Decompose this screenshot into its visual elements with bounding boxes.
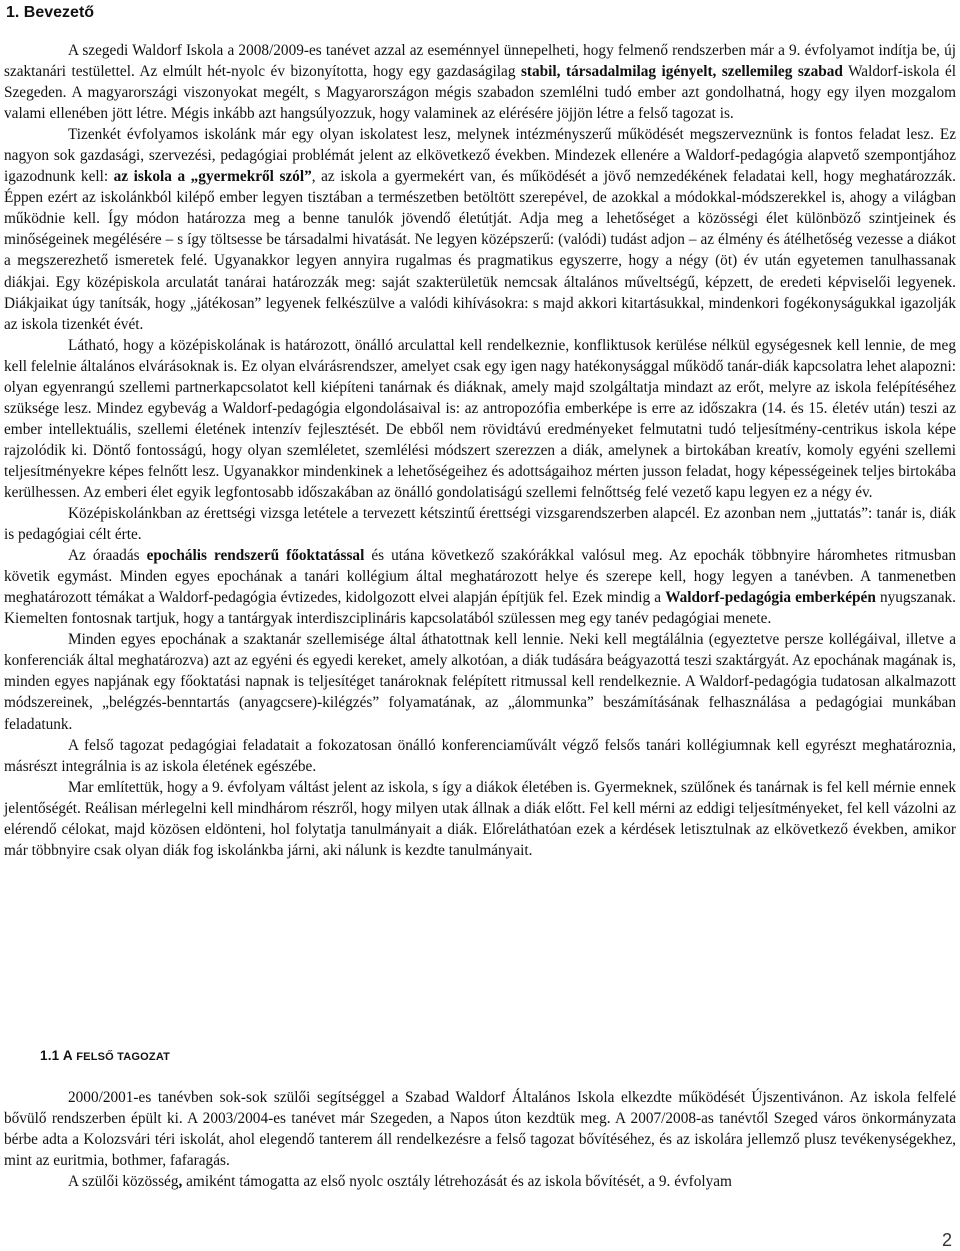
bold-run: ,	[178, 1173, 183, 1191]
section-heading	[40, 1048, 170, 1063]
text-run: amiként támogatta az első nyolc osztály létrehozását és az iskola bővítését, a 9. évfolyam	[182, 1173, 732, 1191]
text-run: Tizenkét évfolyamos iskolánk már egy olyan iskolatest lesz, melynek intézményszerű működését megszerveznünk is fontos feladat lesz. Ez nagyon sok gazdasági, szervezési, pedagógiai problémát jelent az elkövetkező években. Mindezek ellenére a Waldorf-pedagógia alapvető szempontjához igazodnunk kell:	[4, 126, 956, 186]
paragraph	[4, 1171, 956, 1192]
intro-body	[4, 40, 956, 861]
text-run: nyugszanak. Kiemelten fontosnak tartjuk, hogy a tantárgyak interdiszciplináris kapcsolatából szülessen meg egy tanév pedagógiai menete.	[4, 589, 957, 628]
bold-run: stabil, társadalmilag igényelt, szellemileg szabad	[520, 63, 843, 81]
text-run: A szegedi Waldorf Iskola a 2008/2009-es tanévet azzal az eseménnyel ünnepelheti, hogy felmenő rendszerben már a 9. évfolyamot indítja be, új szaktanári testülettel. Az elmúlt hét-nyolc év bizonyította, hogy egy gazdaságilag	[4, 42, 956, 81]
bold-run: az iskola a „gyermekről szól”	[113, 168, 312, 186]
text-run: Waldorf-iskola él Szegeden. A magyarországi viszonyokat megélt, s Magyarországon mégis szabadon szemlélni tudó ember azt gondolhatná, hogy egy ilyen mozgalom valami ellenében jött létre. Mégis inkább azt hangsúlyozzuk, hogy valaminek az elérésére jöjjön létre a felső tagozat is.	[4, 63, 956, 123]
text-run: Középiskolánkban az érettségi vizsga letétele a tervezett kétszintű érettségi vizsgarendszerben alapcél. Ez azonban nem „juttatás”: tanár is, diák is pedagógiai célt érte.	[4, 505, 956, 544]
text-run: A szülői közösség	[68, 1173, 179, 1191]
text-run: Mar említettük, hogy a 9. évfolyam váltást jelent az iskola, s így a diákok életében is. Gyermeknek, szülőnek és tanárnak is fel kell mérnie ennek jelentőségét. Reálisan mérlegelni kell mindhárom részről, hogy milyen utak állnak a diák előtt. Fel kell mérni az eddigi teljesítményeket, fel kell vázolni az elérendő célokat, majd közösen eldönteni, hol folytatja tanulmányait a diák. Előreláthatóan ezek a kérdések letisztulnak az elkövetkező években, amikor már többnyire csak olyan diák fog iskolánkba járni, aki nálunk is kezdte tanulmányait.	[4, 778, 956, 859]
paragraph	[4, 124, 956, 334]
chapter-heading: 1. Bevezető	[6, 4, 95, 21]
paragraph	[4, 1087, 956, 1171]
paragraph	[4, 777, 956, 861]
page-number: 2	[941, 1230, 952, 1250]
section-title-rest: FELSŐ TAGOZAT	[76, 1051, 171, 1063]
text-run: Minden egyes epochának a szaktanár szellemisége által áthatottnak kell lennie. Neki kell megtálálnia (egyeztetve persze kollégáival, illetve a konferenciák által meghatározva) azt az egyéni és egyedi kereket, amely alkotóan, a diák tudására beágyazottá teszi szaktárgyát. Az epochának magának is, minden egyes napjának egy főoktatási napnak is teljesítéget tanároknak felépített ritmussal kell rendelkeznie. A Waldorf-pedagógia tudatosan alkalmazott módszereinek, „belégzés-benntartás (anyagcsere)-kilégzés” folyamatának, az „álommunka” beszámításának felhasználása a pedagógiai munkában feladatunk.	[4, 631, 956, 733]
text-run: Látható, hogy a középiskolának is határozott, önálló arculattal kell rendelkeznie, konfliktusok kerülése nélkül egységesnek kell lennie, de meg kell felelnie általános elvárásoknak is. Ez olyan elvárásrendszer, amelyet csak egy igen nagy hatékonysággal működő tanár-diák kapcsolatra lehet alapozni: olyan egyenrangú szellemi partnerkapcsolatot kell kiépíteni tanárnak és diáknak, amely majd szolgáltatja mindazt az erőt, melyre az iskola felépítéséhez szüksége lesz. Mindez egybevág a Waldorf-pedagógia elgondolásaival is: az antropozófia emberképe is erre az időszakra (14. és 15. életév után) teszi az ember intellektuális, szellemi életének intenzív fejlesztését. De ebből nem rövidtávú eredményeket felmutatni tudó teljesítmény-centrikus iskola képe rajzolódik ki. Döntő fontosságú, hogy olyan szemléletet, szemlélési módszert szerezzen a diák, amelynek a birtokában kreatív, komoly egyéni szellemi teljesítményekre képes felnőtt lesz. Ugyanakkor mindenkinek a lehetőségeihez és adottságaihoz mérten jusson feladat, hogy képességeinek teljes birtokába kerülhessen. Az emberi élet egyik legfontosabb időszakában az önálló gondolatiságú szellemi felnőttség felé vezető kapu legyen ez a négy év.	[4, 336, 956, 501]
section-title-first: A	[62, 1048, 73, 1063]
paragraph	[4, 545, 956, 629]
paragraph	[4, 629, 956, 734]
paragraph	[4, 735, 956, 777]
section-body	[4, 1087, 956, 1192]
paragraph	[4, 40, 956, 124]
bold-run: Waldorf-pedagógia emberképén	[665, 589, 876, 607]
text-run: 2000/2001-es tanévben sok-sok szülői segítséggel a Szabad Waldorf Általános Iskola elkezdte működését Újszentivánon. Az iskola felfelé bővülő rendszerben épült ki. A 2003/2004-es tanévet már Szegeden, a Napos úton kezdtük meg. A 2007/2008-as tanévtől Szeged város önkormányzata bérbe adta a Kolozsvári téri iskolát, ahol elegendő tanterem áll rendelkezésre a felső tagozat bővítéséhez, és az iskolára jellemző plusz tevékenységekhez, mint az euritmia, bothmer, fafaragás.	[4, 1089, 956, 1170]
text-run: és utána következő szakórákkal valósul meg. Az epochák többnyire háromhetes ritmusban követik egymást. Minden egyes epochának a tanári kollégium által meghatározott helye és szerepe kell, hogy legyen a tanévben. A tanmenetben meghatározott témákat a Waldorf-pedagógia évtizedes, kidolgozott elvei alapján építjük fel. Ezek mindig a	[4, 547, 957, 607]
paragraph	[4, 503, 956, 545]
section-number: 1.1	[40, 1048, 60, 1063]
paragraph	[4, 335, 956, 503]
text-run: , az iskola a gyermekért van, és működését a jövő nemzedékének feladatai kell, hogy meghatározzák. Éppen ezért az iskolánkból kilépő ember legyen tisztában a természetben betöltött szerepével, de azokkal a módokkal-módszerekkel is, ahogy a világban működnie kell. Így módon határozza meg a benne tanulók jövendő életútját. Adja meg a lehetőséget a közösségi élet különböző szintjeinek és minőségeinek megélésére – s így töltsesse be társadalmi hivatását. Ne legyen középszerű: (valódi) tudást adjon – az élmény és átélhetőség vezesse a diákot a megszerezhető ismeretek felé. Ugyanakkor legyen annyira rugalmas és pragmatikus egyszerre, hogy a négy (öt) év után egyetemen tanulhassanak diákjai. Egy középiskola arculatát tanárai határozzák meg: saját szakterületük nemcsak általános műveltségű, képzett, de eredeti képviselői legyenek. Diákjaikat úgy tanítsák, hogy „játékosan” legyenek felkészülve a valódi kihívásokra: s majd akkori kitartásukkal, mindenkori fogékonyságukkal igazolják az iskola tizenkét évét.	[4, 168, 956, 333]
text-run: Az óraadás	[68, 547, 147, 565]
bold-run: epochális rendszerű főoktatással	[146, 547, 365, 565]
text-run: A felső tagozat pedagógiai feladatait a fokozatosan önálló konferenciaművált végző felsős tanári kollégiumnak kell egyrészt meghatároznia, másrészt integrálnia is az iskola életének egészébe.	[4, 736, 956, 775]
